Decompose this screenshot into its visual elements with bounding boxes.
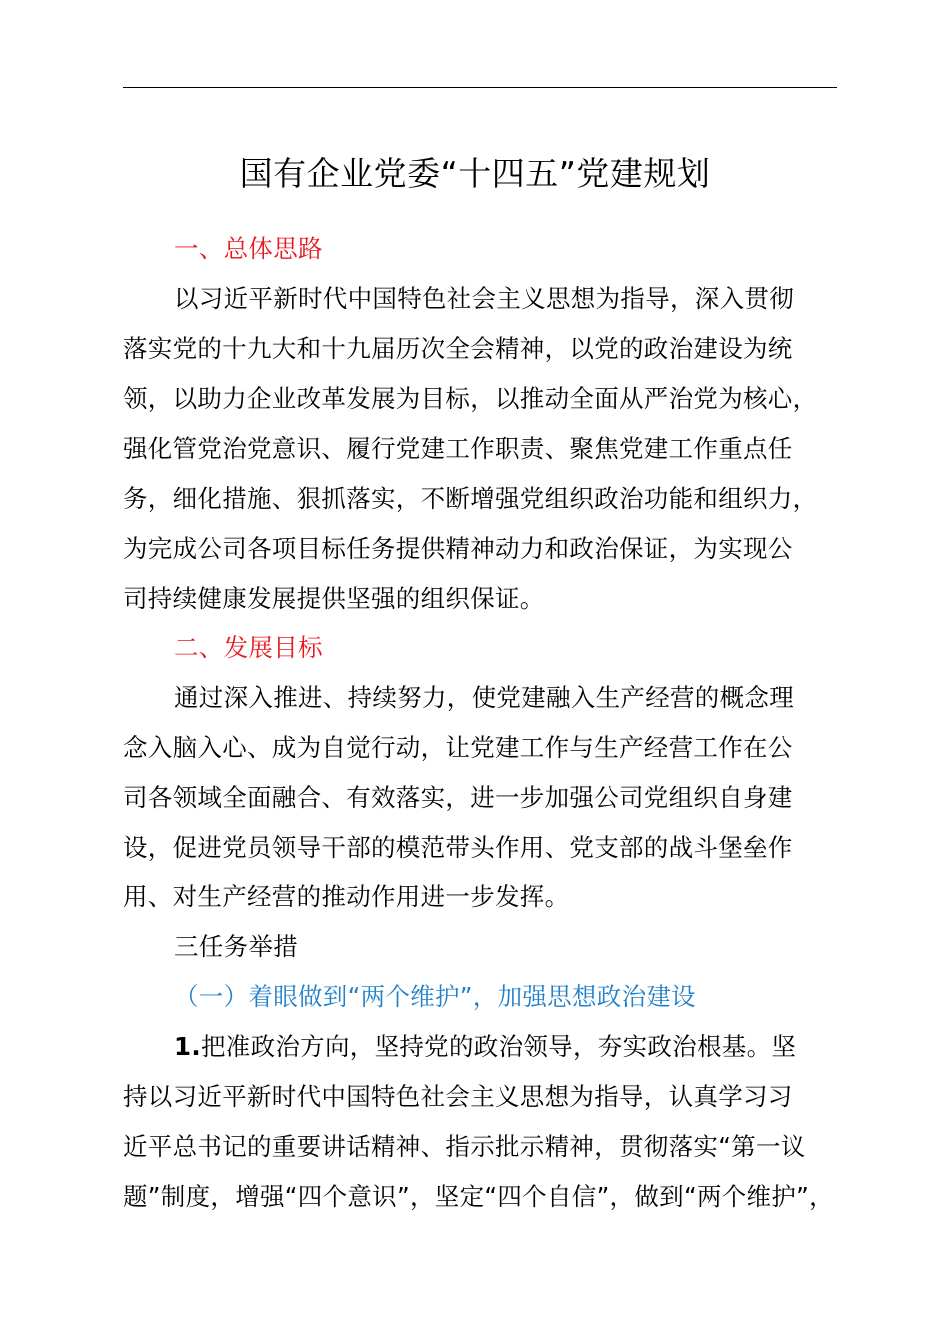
paragraph-line: 念入脑入心、成为自觉行动，让党建工作与生产经营工作在公 [123,733,793,762]
item-first-line [174,1030,796,1064]
item-lead-sentence: 把准政治方向，坚持党的政治领导，夯实政治根基。 [200,1032,772,1061]
paragraph-line: 为完成公司各项目标任务提供精神动力和政治保证，为实现公 [123,534,793,563]
paragraph-line: 通过深入推进、持续努力，使党建融入生产经营的概念理 [174,683,794,712]
header-rule [123,87,837,88]
paragraph-line: 司持续健康发展提供坚强的组织保证。 [123,584,545,613]
item-number: 1. [174,1032,201,1061]
paragraph-line: 设，促进党员领导干部的模范带头作用、党支部的战斗堡垒作 [123,833,793,862]
section-heading-overall-approach: 一、总体思路 [174,234,323,263]
paragraph-line: 领，以助力企业改革发展为目标，以推动全面从严治党为核心， [123,384,818,413]
paragraph-line: 司各领域全面融合、有效落实，进一步加强公司党组织自身建 [123,783,793,812]
paragraph-line: 用、对生产经营的推动作用进一步发挥。 [123,882,570,911]
paragraph-line: 强化管党治党意识、履行党建工作职责、聚焦党建工作重点任 [123,434,793,463]
paragraph-line: 持以习近平新时代中国特色社会主义思想为指导，认真学习习 [123,1082,793,1111]
paragraph-line: 以习近平新时代中国特色社会主义思想为指导，深入贯彻 [174,284,794,313]
document-title: 国有企业党委“十四五”党建规划 [239,154,711,193]
paragraph-line: 题”制度，增强“四个意识”，坚定“四个自信”，做到“两个维护”， [123,1182,834,1211]
section-heading-task-measures: 三任务举措 [174,932,298,961]
subsection-heading: （一）着眼做到“两个维护”，加强思想政治建设 [174,982,696,1011]
paragraph-line: 落实党的十九大和十九届历次全会精神，以党的政治建设为统 [123,334,793,363]
section-heading-development-goals: 二、发展目标 [174,633,323,662]
paragraph-line: 近平总书记的重要讲话精神、指示批示精神，贯彻落实“第一议 [123,1132,806,1161]
item-lead-tail: 坚 [771,1032,797,1061]
paragraph-line: 务，细化措施、狠抓落实，不断增强党组织政治功能和组织力， [123,484,818,513]
